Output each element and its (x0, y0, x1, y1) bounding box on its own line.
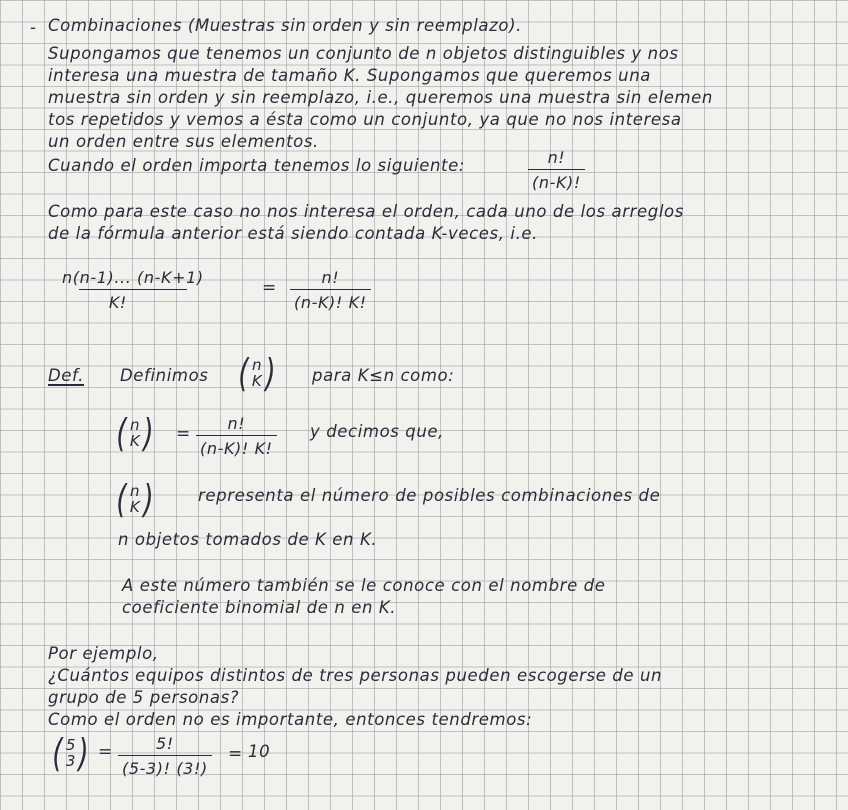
intro-line: interesa una muestra de tamaño K. Supongamos que queremos una (48, 66, 651, 85)
example-result: 10 (248, 742, 271, 761)
equation1-lhs (58, 268, 208, 312)
intro-line: un orden entre sus elementos. (48, 132, 319, 151)
equation1-rhs (290, 268, 371, 312)
intro-line: Supongamos que tenemos un conjunto de n objetos distinguibles y nos (48, 44, 679, 63)
order-line-text: Cuando el orden importa tenemos lo siguiente: (48, 156, 466, 175)
name-line: A este número también se le conoce con el nombre de (122, 576, 606, 595)
binomial-symbol: ( n K ) (116, 477, 154, 521)
example-line: ¿Cuántos equipos distintos de tres personas pueden escogerse de un (48, 666, 663, 685)
fraction-denominator: (n-K)! (528, 169, 585, 192)
binomial-top: n (129, 482, 140, 500)
fraction-denominator: (n-K)! K! (196, 435, 277, 458)
binomial-top: n (129, 416, 140, 434)
equals-sign: = (176, 424, 191, 444)
fraction-denominator: (n-K)! K! (290, 289, 371, 312)
fraction-numerator: n! (547, 148, 566, 167)
definition-label: Def. (48, 366, 85, 385)
binomial-bottom: K (129, 498, 140, 516)
binomial-bottom: K (251, 372, 262, 390)
fraction-denominator: (5-3)! (3!) (118, 755, 212, 778)
page-title: Combinaciones (Muestras sin orden y sin reemplazo). (48, 16, 522, 35)
binomial-top: n (251, 356, 262, 374)
count-line: de la fórmula anterior está siendo contada K-veces, i.e. (48, 224, 539, 243)
binomial-symbol: ( 5 3 ) (52, 731, 89, 775)
intro-line: tos repetidos y vemos a ésta como un conjunto, ya que no nos interesa (48, 110, 682, 129)
fraction-numerator: n! (321, 268, 340, 287)
binomial-symbol: ( n K ) (116, 411, 154, 455)
fraction-denominator: K! (79, 289, 187, 312)
count-line: Como para este caso no nos interesa el orden, cada uno de los arreglos (48, 202, 684, 221)
definition-fraction (196, 414, 277, 458)
example-fraction (118, 734, 212, 778)
definition-text: Definimos (120, 366, 209, 385)
definition-tail: y decimos que, (310, 422, 445, 441)
binomial-bottom: K (129, 432, 140, 450)
definition-condition: para K≤n como: (312, 366, 455, 385)
equals-sign: = (228, 744, 243, 764)
order-fraction (528, 148, 585, 192)
intro-line: muestra sin orden y sin reemplazo, i.e., queremos una muestra sin elemen (48, 88, 713, 107)
binomial-symbol: ( n K ) (238, 351, 276, 395)
fraction-numerator: 5! (156, 734, 174, 753)
binomial-bottom: 3 (65, 752, 76, 770)
bullet: - (30, 18, 37, 37)
equals-sign: = (98, 742, 113, 762)
fraction-numerator: n(n-1)... (n-K+1) (62, 268, 204, 287)
example-line: Por ejemplo, (48, 644, 159, 663)
example-line: grupo de 5 personas? (48, 688, 240, 707)
representation-line: n objetos tomados de K en K. (118, 530, 378, 549)
fraction-numerator: n! (227, 414, 246, 433)
binomial-top: 5 (65, 736, 76, 754)
example-line: Como el orden no es importante, entonces tendremos: (48, 710, 533, 729)
equals-sign: = (262, 278, 277, 298)
representation-line: representa el número de posibles combinaciones de (198, 486, 661, 505)
name-line: coeficiente binomial de n en K. (122, 598, 397, 617)
